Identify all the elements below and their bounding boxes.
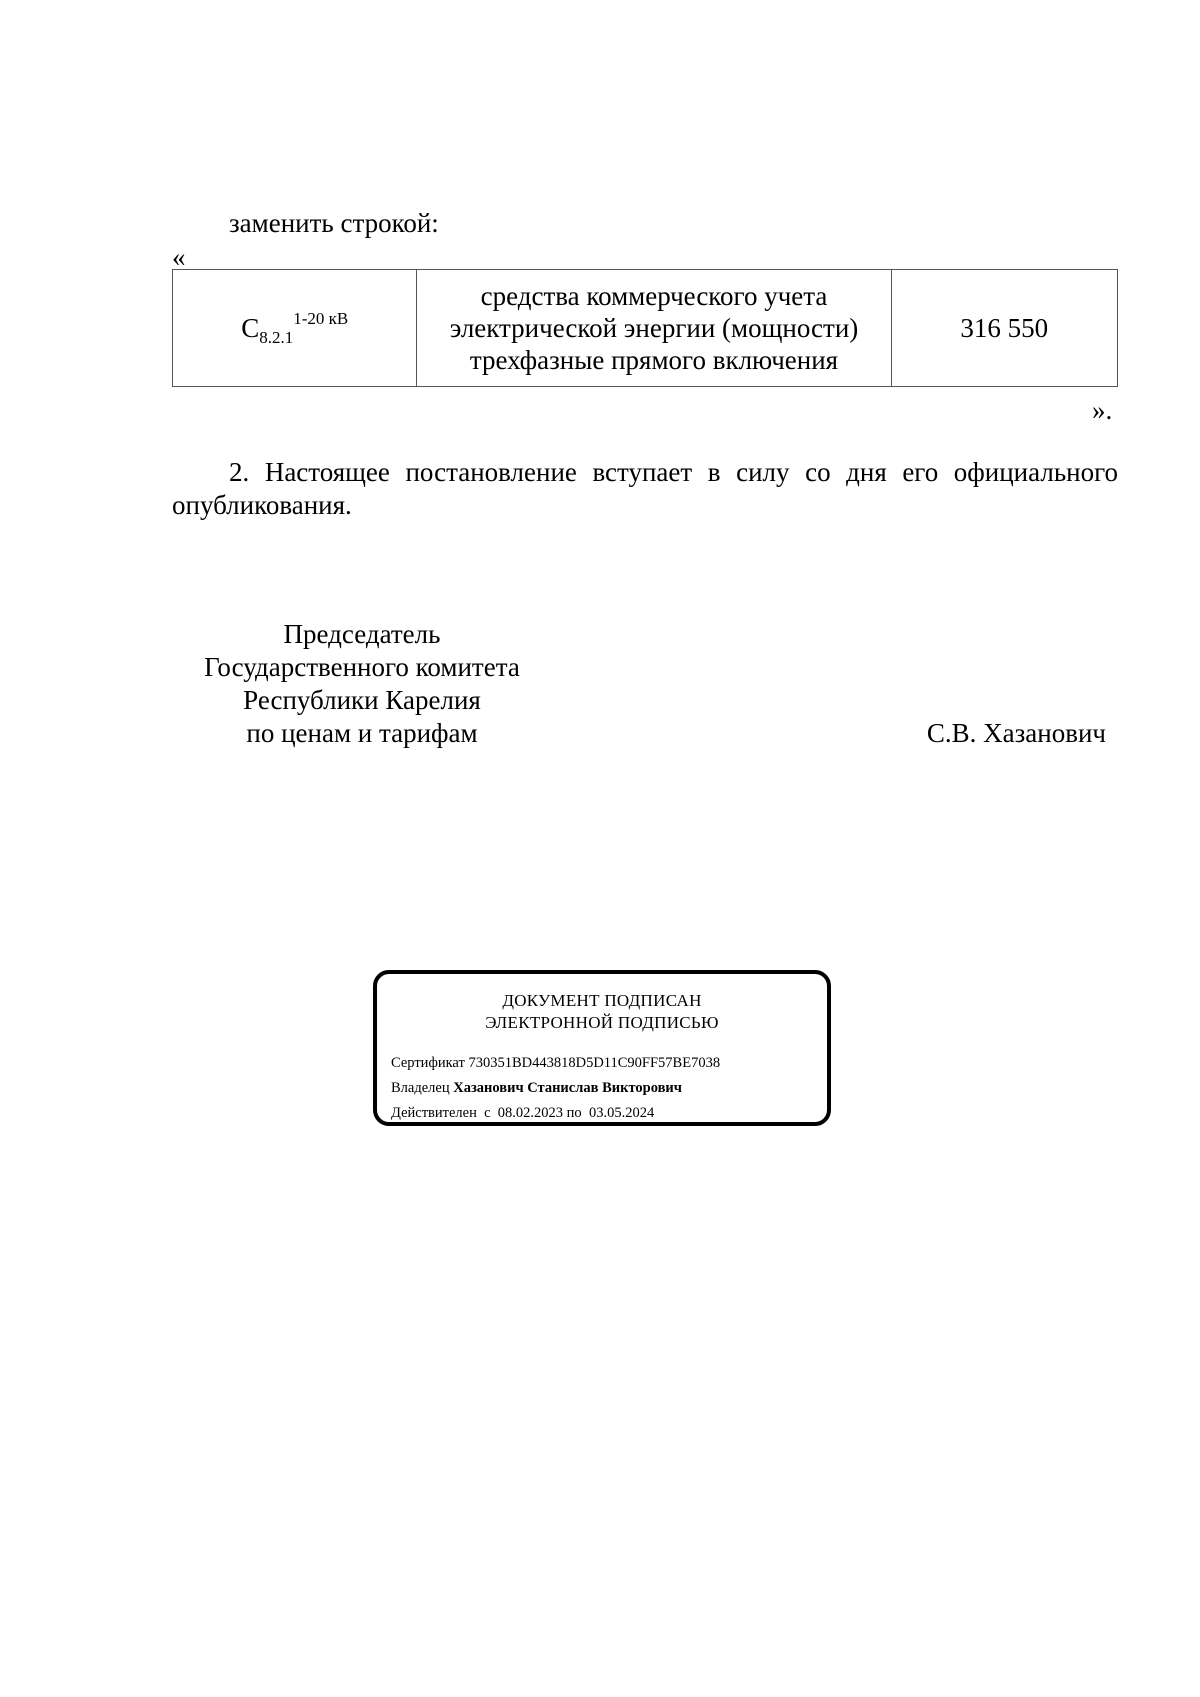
signatory-position-line: Республики Карелия: [243, 685, 481, 715]
electronic-signature-stamp: [373, 970, 831, 1126]
tariff-code-superscript: 1-20 кВ: [293, 308, 349, 328]
valid-from-date: 08.02.2023: [497, 1105, 564, 1121]
valid-to-date: 03.05.2024: [588, 1105, 655, 1121]
valid-from-label: с: [484, 1105, 491, 1121]
opening-quote: «: [172, 242, 186, 272]
tariff-code-cell: [173, 270, 417, 387]
signatory-name: С.В. Хазанович: [926, 718, 1106, 748]
stamp-title-line: ДОКУМЕНТ ПОДПИСАН: [502, 991, 702, 1010]
tariff-table: [172, 269, 1118, 387]
owner-label: Владелец: [391, 1080, 450, 1096]
validity-label: Действителен: [391, 1105, 477, 1121]
intro-text: заменить строкой:: [229, 208, 439, 238]
signatory-position-line: Государственного комитета: [204, 652, 520, 682]
valid-to-label: по: [566, 1105, 582, 1121]
stamp-validity-line: [391, 1104, 654, 1122]
tariff-value-cell: 316 550: [891, 270, 1117, 387]
stamp-title-line: ЭЛЕКТРОННОЙ ПОДПИСЬЮ: [485, 1013, 719, 1032]
stamp-owner-line: [391, 1079, 682, 1097]
tariff-code-base: С: [241, 312, 260, 343]
paragraph-2: 2. Настоящее постановление вступает в силу со дня его официального опубликования.: [172, 457, 1118, 520]
table-row: [173, 270, 1118, 387]
tariff-description-cell: средства коммерческого учета электрической энергии (мощности) трехфазные прямого включения: [417, 270, 891, 387]
owner-name: Хазанович Станислав Викторович: [453, 1080, 682, 1096]
tariff-code-subscript: 8.2.1: [259, 327, 294, 347]
signatory-position-line: Председатель: [283, 619, 441, 649]
closing-quote: ».: [1092, 395, 1113, 425]
certificate-label: Сертификат: [391, 1055, 465, 1071]
stamp-title: [377, 990, 827, 1034]
signatory-position-line: по ценам и тарифам: [246, 718, 478, 748]
stamp-certificate-line: [391, 1054, 720, 1072]
signatory-position: [172, 618, 552, 750]
certificate-number: 730351BD443818D5D11C90FF57BE7038: [468, 1055, 721, 1071]
